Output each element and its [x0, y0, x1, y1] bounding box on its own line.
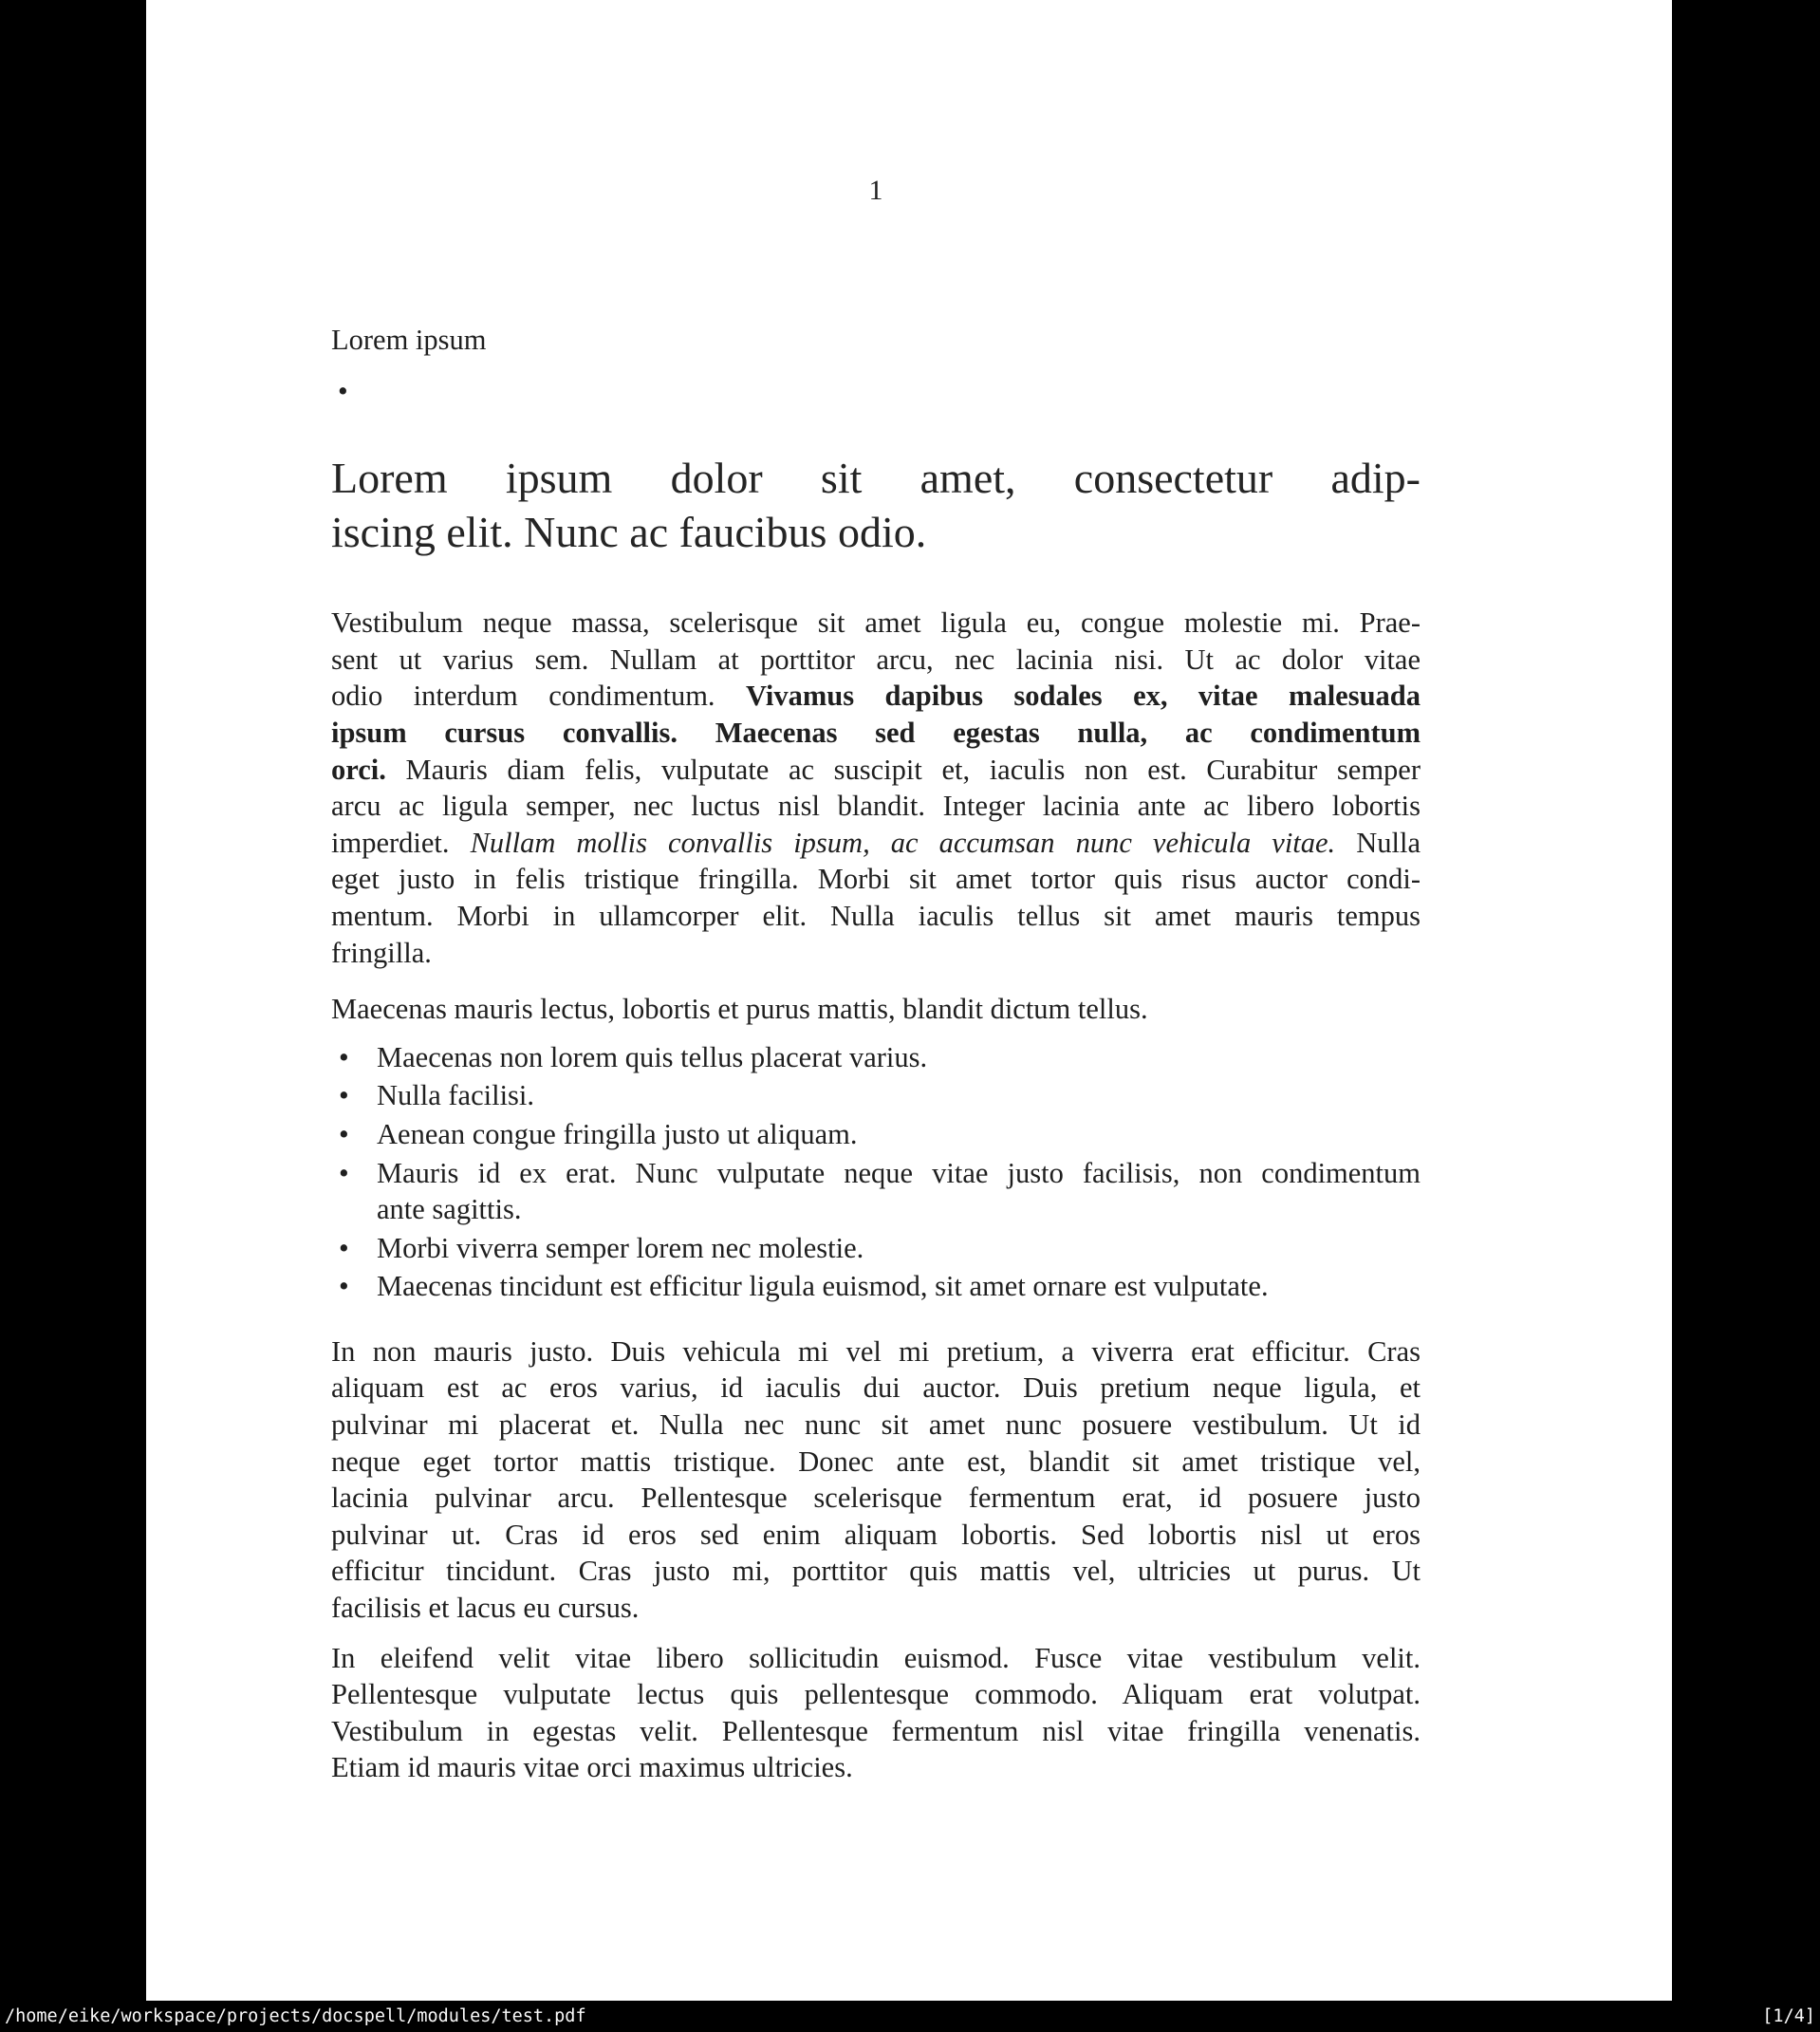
text-line: Maecenas mauris lectus, lobortis et purus mattis, blandit dictum tellus.: [331, 993, 1148, 1026]
bullet-marker: •: [339, 1079, 349, 1112]
text-line: Maecenas tincidunt est efficitur ligula euismod, sit amet ornare est vulputate.: [377, 1270, 1269, 1303]
bullet-list: [331, 1039, 1421, 1305]
text-line: pulvinar mi placerat et. Nulla nec nunc sit amet nunc posuere vestibulum. Ut id: [331, 1408, 1421, 1442]
paragraph-4: [331, 1640, 1421, 1786]
list-item: [331, 1230, 1421, 1267]
text-line: efficitur tincidunt. Cras justo mi, porttitor quis mattis vel, ultricies ut purus. Ut: [331, 1555, 1421, 1588]
page-content: [331, 0, 1421, 1786]
text-line: Vestibulum in egestas velit. Pellentesque fermentum nisl vitae fringilla venenatis.: [331, 1714, 1421, 1747]
text-line: Mauris id ex erat. Nunc vulputate neque vitae justo facilisis, non condimentum: [377, 1156, 1421, 1189]
section-heading: [331, 451, 1421, 559]
text-line: In eleifend velit vitae libero sollicitudin euismod. Fusce vitae vestibulum velit.: [331, 1641, 1421, 1674]
text-line: Morbi viverra semper lorem nec molestie.: [377, 1231, 864, 1264]
text-line: Lorem ipsum dolor sit amet, consectetur adip-: [331, 454, 1421, 503]
text-line: fringilla.: [331, 936, 432, 969]
text-line: sent ut varius sem. Nullam at porttitor arcu, nec lacinia nisi. Ut ac dolor vitae: [331, 643, 1421, 676]
list-item: [331, 1116, 1421, 1153]
text-line: lacinia pulvinar arcu. Pellentesque scelerisque fermentum erat, id posuere justo: [331, 1482, 1421, 1515]
text-line: Maecenas non lorem quis tellus placerat varius.: [377, 1040, 928, 1073]
preamble-text: Lorem ipsum: [331, 324, 487, 356]
bullet-marker: •: [339, 1270, 349, 1303]
text-line: ipsum cursus convallis. Maecenas sed egestas nulla, ac condimentum: [331, 716, 1421, 749]
list-item: [331, 1155, 1421, 1228]
text-line: arcu ac ligula semper, nec luctus nisl blandit. Integer lacinia ante ac libero lobortis: [331, 790, 1421, 823]
text-line: facilisis et lacus eu cursus.: [331, 1592, 640, 1625]
text-line: Pellentesque vulputate lectus quis pellentesque commodo. Aliquam erat volutpat.: [331, 1678, 1421, 1711]
list-item-text: [377, 1230, 1421, 1267]
bullet-marker: •: [339, 1040, 349, 1073]
paragraph-3: [331, 1333, 1421, 1627]
bullet-marker: •: [339, 1117, 349, 1150]
text-line: odio interdum condimentum. Vivamus dapibus sodales ex, vitae malesuada: [331, 680, 1421, 713]
list-item-text: [377, 1116, 1421, 1153]
text-line: neque eget tortor mattis tristique. Donec ante est, blandit sit amet tristique vel,: [331, 1445, 1421, 1478]
text-line: pulvinar ut. Cras id eros sed enim aliquam lobortis. Sed lobortis nisl ut eros: [331, 1518, 1421, 1551]
paragraph-1: [331, 605, 1421, 971]
text-line: Nulla facilisi.: [377, 1079, 535, 1112]
text-line: orci. Mauris diam felis, vulputate ac suscipit et, iaculis non est. Curabitur semper: [331, 753, 1421, 786]
text-line: Etiam id mauris vitae orci maximus ultricies.: [331, 1751, 853, 1784]
bullet-marker: •: [339, 1231, 349, 1264]
paragraph-2: [331, 991, 1421, 1028]
statusbar: [0, 2001, 1820, 2032]
empty-list-item: [331, 373, 1421, 410]
text-line: eget justo in felis tristique fringilla. Morbi sit amet tortor quis risus auctor condi-: [331, 863, 1421, 896]
list-item: [331, 1077, 1421, 1114]
list-item-text: [377, 1155, 1421, 1228]
text-line: imperdiet. Nullam mollis convallis ipsum, ac accumsan nunc vehicula vitae. Nulla: [331, 826, 1421, 859]
page-number: 1: [868, 175, 883, 206]
list-item: [331, 1268, 1421, 1305]
file-path: /home/eike/workspace/projects/docspell/modules/test.pdf: [5, 2006, 586, 2026]
list-item: [331, 1039, 1421, 1076]
bullet-marker: •: [338, 374, 348, 407]
text-line: Aenean congue fringilla justo ut aliquam.: [377, 1117, 858, 1150]
page-indicator: [1/4]: [1762, 2006, 1815, 2026]
text-line: In non mauris justo. Duis vehicula mi vel mi pretium, a viverra erat efficitur. Cras: [331, 1334, 1421, 1368]
text-line: iscing elit. Nunc ac faucibus odio.: [331, 508, 927, 557]
list-item-text: [377, 1077, 1421, 1114]
list-item-text: [377, 1039, 1421, 1076]
text-line: Vestibulum neque massa, scelerisque sit amet ligula eu, congue molestie mi. Prae-: [331, 606, 1421, 640]
text-line: ante sagittis.: [377, 1193, 522, 1226]
text-line: aliquam est ac eros varius, id iaculis dui auctor. Duis pretium neque ligula, et: [331, 1371, 1421, 1405]
pdf-page[interactable]: [146, 0, 1672, 2001]
text-line: mentum. Morbi in ullamcorper elit. Nulla iaculis tellus sit amet mauris tempus: [331, 899, 1421, 932]
list-item-text: [377, 1268, 1421, 1305]
bullet-marker: •: [339, 1156, 349, 1189]
